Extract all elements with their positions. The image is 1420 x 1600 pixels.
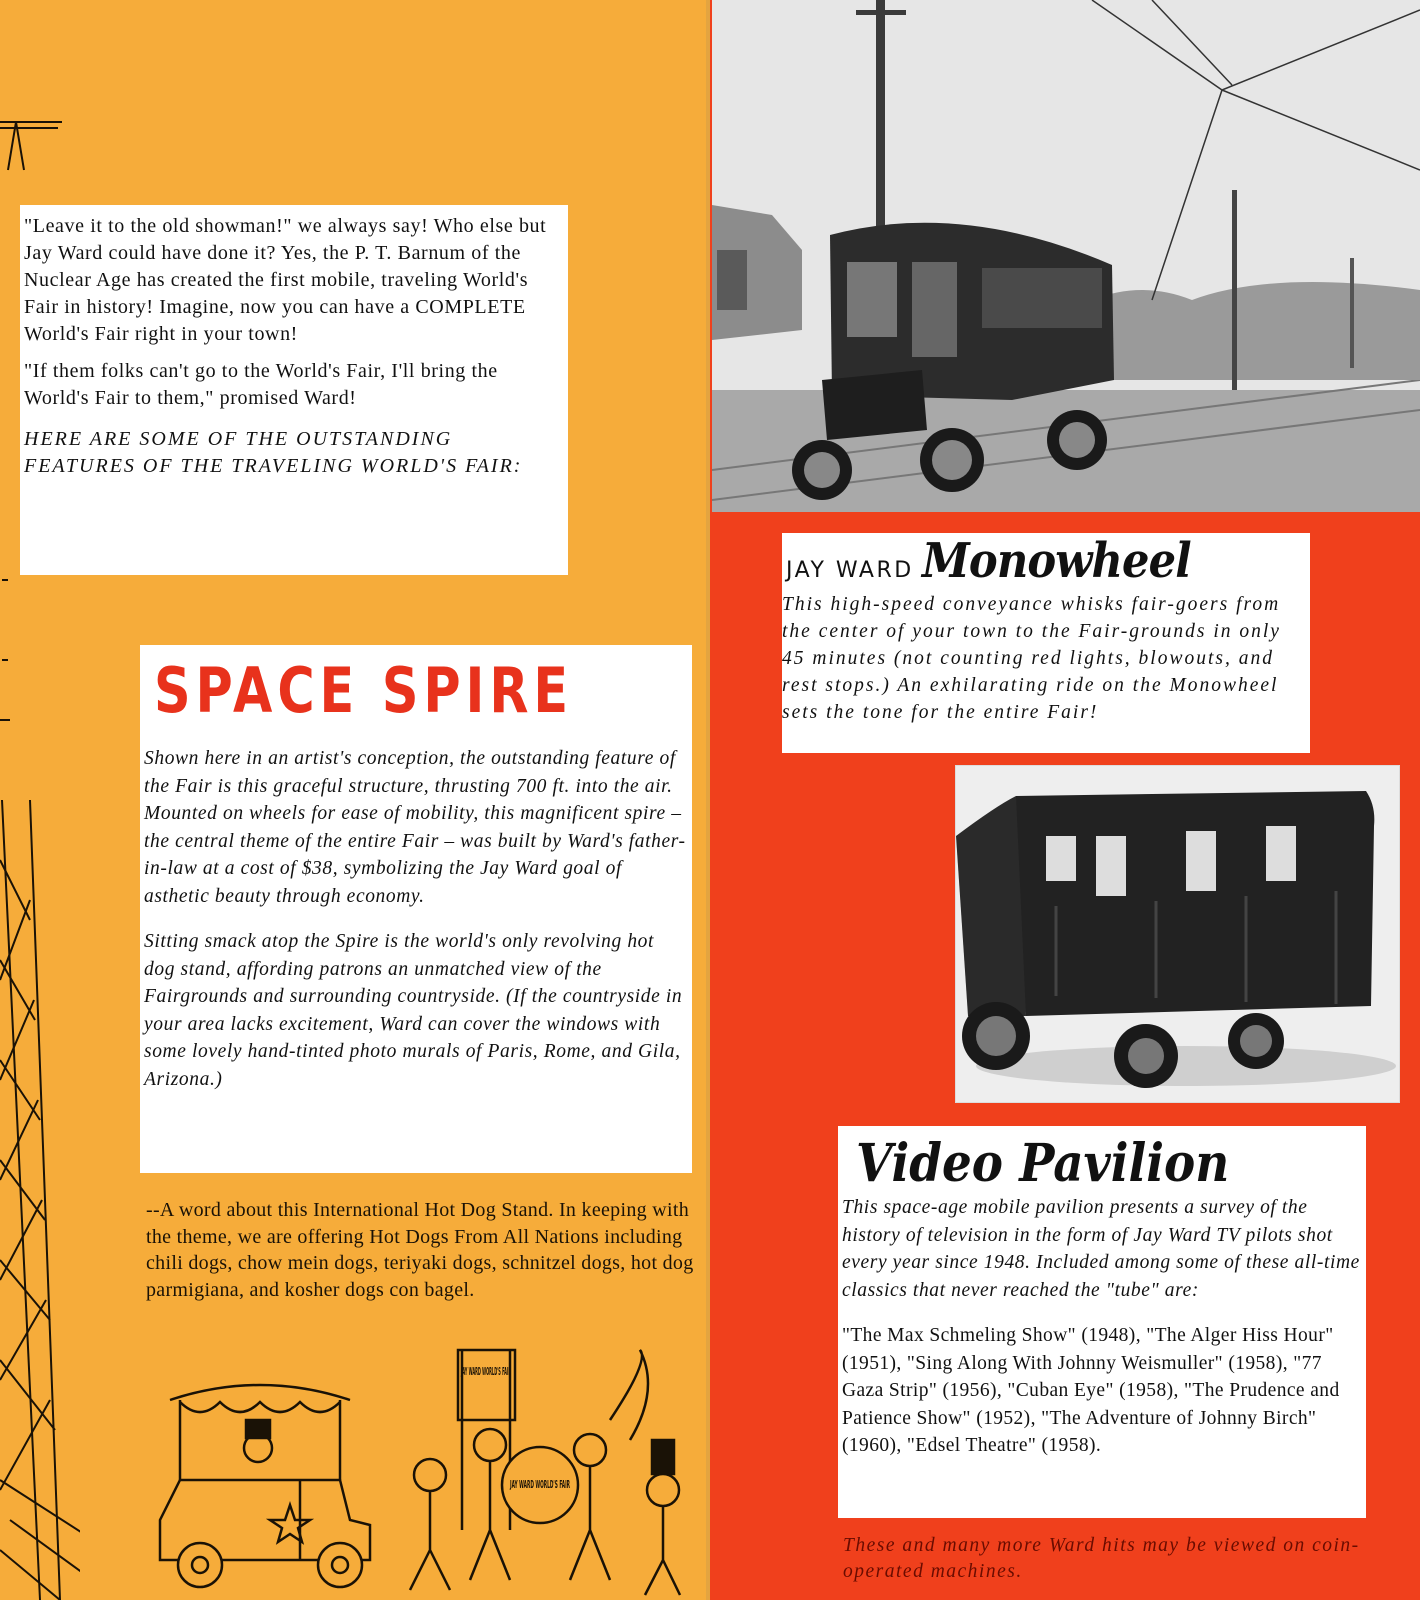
- monowheel-prefix: JAY WARD: [786, 558, 914, 583]
- intro-text-box: [20, 205, 568, 575]
- space-spire-paragraph-1: Shown here in an artist's conception, the outstanding feature of the Fair is this graceful structure, thrusting 700 ft. into the air. Mounted on wheels for ease of mobility, this magnificent spire – the central theme of the entire Fair – was built by Ward's father-in-law at a cost of $38, symbolizing the Jay Ward goal of asthetic beauty through economy.: [144, 748, 686, 907]
- video-pavilion-title: Video Pavilion: [856, 1133, 1230, 1194]
- trolley-photo: [712, 0, 1420, 512]
- space-spire-title: SPACE SPIRE: [154, 654, 574, 727]
- monowheel-box: [782, 533, 1310, 753]
- space-spire-paragraph-2: Sitting smack atop the Spire is the world's only revolving hot dog stand, affording patrons an unmatched view of the Fairgrounds and surrounding countryside. (If the countryside in your area lacks excitement, Ward can cover the windows with some lovely hand-tinted photo murals of Paris, Rome, and Gila, Arizona.): [144, 931, 683, 1090]
- video-pavilion-text: This space-age mobile pavilion presents a survey of the history of television in the form of Jay Ward TV pilots shot every year since 1948. Included among some of these all-time classics that never reached the "tube" are:: [842, 1197, 1360, 1301]
- drum-label-text: JAY WARD WORLD'S FAIR: [509, 1478, 571, 1491]
- parade-banner-text: JAY WARD WORLD'S FAIR: [460, 1365, 512, 1378]
- video-pavilion-shows-list: "The Max Schmeling Show" (1948), "The Alger Hiss Hour" (1951), "Sing Along With Johnny Weismuller" (1958), "77 Gaza Strip" (1956), "Cuban Eye" (1958), "The Prudence and Patience Show" (1952), "The Adventure of Johnny Birch" (1960), "Edsel Theatre" (1958).: [842, 1325, 1340, 1456]
- space-spire-box: [140, 645, 692, 1173]
- video-pavilion-van-photo: [955, 765, 1400, 1103]
- footer-note: These and many more Ward hits may be viewed on coin-operated machines.: [843, 1535, 1360, 1582]
- monowheel-title: Monowheel: [921, 533, 1191, 589]
- intro-paragraph-1: "Leave it to the old showman!" we always say! Who else but Jay Ward could have done it? Yes, the P. T. Barnum of the Nuclear Age has created the first mobile, traveling World's Fair in history! Imagine, now you can have a COMPLETE World's Fair right in your town!: [24, 215, 547, 345]
- intro-features-heading: HERE ARE SOME OF THE OUTSTANDING FEATURES OF THE TRAVELING WORLD'S FAIR:: [24, 428, 523, 477]
- video-pavilion-box: [838, 1126, 1366, 1518]
- intro-paragraph-2: "If them folks can't go to the World's Fair, I'll bring the World's Fair to them," promised Ward!: [24, 360, 498, 409]
- monowheel-text: This high-speed conveyance whisks fair-goers from the center of your town to the Fair-grounds in only 45 minutes (not counting red lights, blowouts, and rest stops.) An exhilarating ride on the Monowheel sets the tone for the entire Fair!: [782, 594, 1281, 723]
- hot-dog-note: --A word about this International Hot Dog Stand. In keeping with the theme, we are offering Hot Dogs From All Nations including chili dogs, chow mein dogs, teriyaki dogs, schnitzel dogs, hot dog parmigiana, and kosher dogs con bagel.: [146, 1199, 694, 1301]
- parade-cartoon-illustration: [140, 1330, 710, 1600]
